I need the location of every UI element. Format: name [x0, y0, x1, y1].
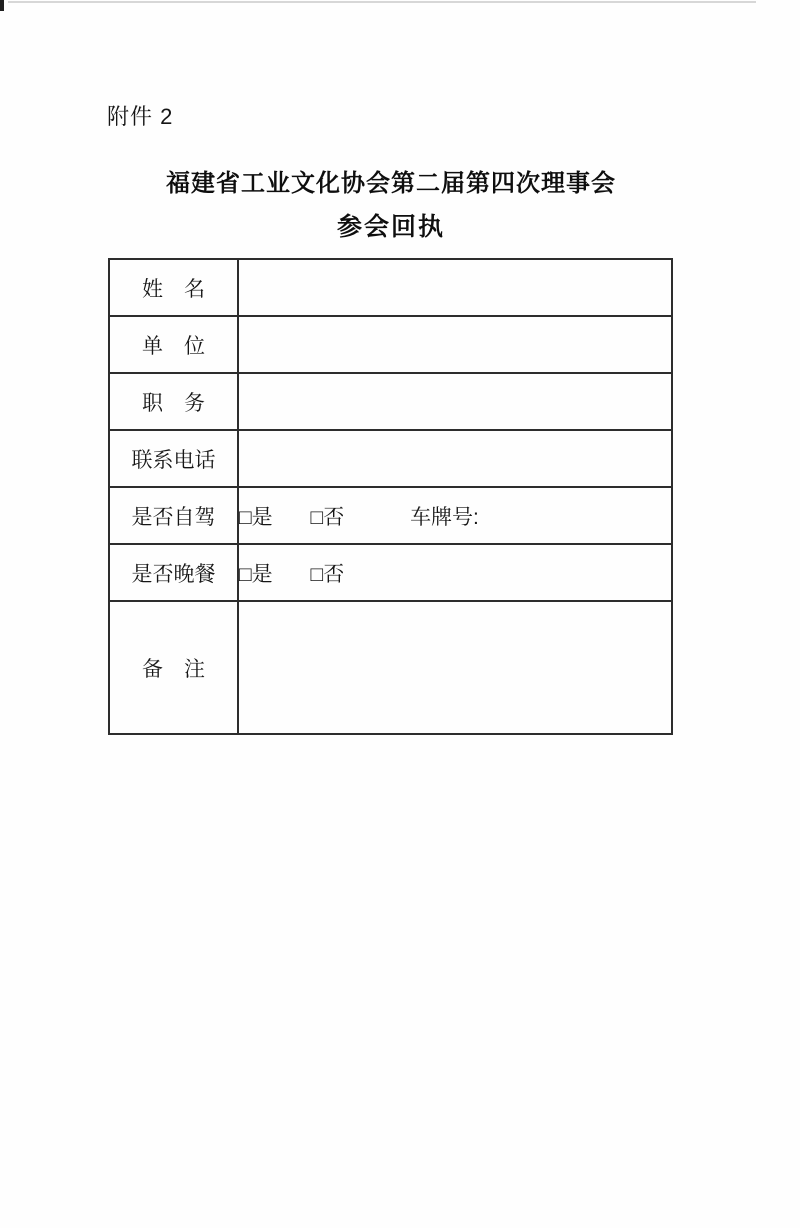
self-drive-no-checkbox[interactable]: □否: [310, 505, 345, 529]
position-row-label: 职 务: [109, 373, 238, 430]
document-subtitle: 参会回执: [336, 213, 445, 241]
dinner-no-checkbox[interactable]: □否: [310, 562, 345, 586]
table-row-remarks: [109, 601, 672, 734]
position-input-cell[interactable]: [238, 373, 672, 430]
plate-number-label: 车牌号:: [410, 505, 479, 529]
remarks-input-cell[interactable]: [238, 601, 672, 734]
scan-artifact-corner-mark: [0, 0, 4, 11]
self-drive-row-label: 是否自驾: [109, 487, 238, 544]
name-input-cell[interactable]: [238, 259, 672, 316]
reply-form-table: [108, 258, 673, 735]
self-drive-yes-checkbox[interactable]: □是: [239, 505, 273, 529]
self-drive-options-cell: [238, 487, 672, 544]
name-row-label: 姓 名: [109, 259, 238, 316]
table-row-name: [109, 259, 672, 316]
attachment-label: 附件 2: [107, 104, 174, 129]
table-row-position: [109, 373, 672, 430]
table-row-phone: [109, 430, 672, 487]
dinner-row-label: 是否晚餐: [109, 544, 238, 601]
dinner-yes-checkbox[interactable]: □是: [239, 562, 273, 586]
scan-artifact-top-line: [8, 1, 756, 3]
organization-row-label: 单 位: [109, 316, 238, 373]
dinner-options-cell: [238, 544, 672, 601]
remarks-row-label: 备 注: [109, 601, 238, 734]
table-row-organization: [109, 316, 672, 373]
table-row-self-drive: [109, 487, 672, 544]
table-row-dinner: [109, 544, 672, 601]
phone-row-label: 联系电话: [109, 430, 238, 487]
document-title: 福建省工业文化协会第二届第四次理事会: [166, 170, 616, 197]
organization-input-cell[interactable]: [238, 316, 672, 373]
phone-input-cell[interactable]: [238, 430, 672, 487]
